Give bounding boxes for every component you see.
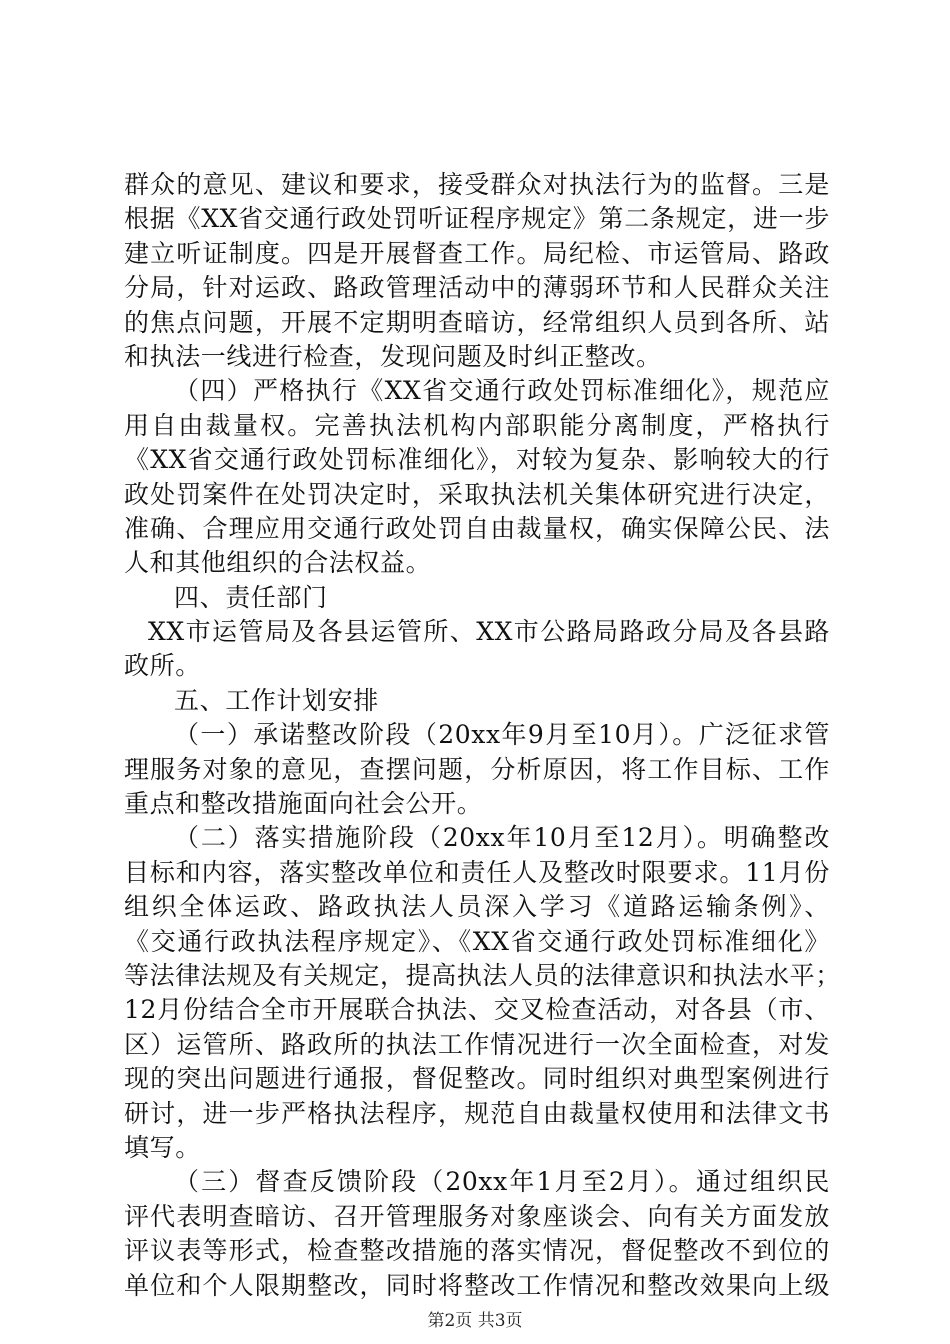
text-line: （三）督查反馈阶段（20xx年1月至2月）。通过组织民 <box>174 1167 830 1197</box>
text-line: 区）运管所、路政所的执法工作情况进行一次全面检查，对发 <box>124 1029 830 1059</box>
text-line: 根据《XX省交通行政处罚听证程序规定》第二条规定，进一步 <box>124 204 830 234</box>
text-line: 评代表明查暗访、召开管理服务对象座谈会、向有关方面发放 <box>124 1201 830 1231</box>
text-line: 用自由裁量权。完善执法机构内部职能分离制度，严格执行 <box>124 410 830 440</box>
page-number-footer: 第2页 共3页 <box>427 1311 523 1331</box>
text-line: 和执法一线进行检查，发现问题及时纠正整改。 <box>124 341 662 371</box>
text-line: 《XX省交通行政处罚标准细化》，对较为复杂、影响较大的行 <box>124 445 830 475</box>
text-line: 组织全体运政、路政执法人员深入学习《道路运输条例》、 <box>124 892 830 922</box>
text-line: 研讨，进一步严格执法程序，规范自由裁量权使用和法律文书 <box>124 1098 830 1128</box>
text-line: 政处罚案件在处罚决定时，采取执法机关集体研究进行决定， <box>124 479 830 509</box>
text-line: （二）落实措施阶段（20xx年10月至12月）。明确整改 <box>174 823 830 853</box>
text-line: 单位和个人限期整改，同时将整改工作情况和整改效果向上级 <box>124 1270 830 1300</box>
text-line: 等法律法规及有关规定，提高执法人员的法律意识和执法水平； <box>124 960 841 990</box>
text-line: 政所。 <box>124 651 201 681</box>
text-line: 现的突出问题进行通报，督促整改。同时组织对典型案例进行 <box>124 1064 830 1094</box>
text-line: 群众的意见、建议和要求，接受群众对执法行为的监督。三是 <box>124 170 830 199</box>
text-line: 分局，针对运政、路政管理活动中的薄弱环节和人民群众关注 <box>124 273 830 303</box>
text-line: 理服务对象的意见，查摆问题，分析原因，将工作目标、工作 <box>124 754 830 784</box>
text-line: 《交通行政执法程序规定》、《XX省交通行政处罚标准细化》 <box>124 926 830 956</box>
text-line: 的焦点问题，开展不定期明查暗访，经常组织人员到各所、站 <box>124 307 830 337</box>
body-text <box>124 168 841 1303</box>
text-line: 人和其他组织的合法权益。 <box>124 548 432 578</box>
text-line: 12月份结合全市开展联合执法、交叉检查活动，对各县（市、 <box>124 995 830 1025</box>
text-line: 准确、合理应用交通行政处罚自由裁量权，确实保障公民、法 <box>124 513 830 543</box>
text-line: 建立听证制度。四是开展督查工作。局纪检、市运管局、路政 <box>124 238 830 268</box>
section-heading: 四、责任部门 <box>174 582 328 612</box>
text-line: 评议表等形式，检查整改措施的落实情况，督促整改不到位的 <box>124 1236 830 1266</box>
text-line: 填写。 <box>124 1132 201 1162</box>
text-line: （四）严格执行《XX省交通行政处罚标准细化》，规范应 <box>174 376 830 406</box>
section-heading: 五、工作计划安排 <box>174 685 379 715</box>
text-line: 目标和内容，落实整改单位和责任人及整改时限要求。11月份 <box>124 857 830 887</box>
text-line: XX市运管局及各县运管所、XX市公路局路政分局及各县路 <box>148 617 830 647</box>
text-line: 重点和整改措施面向社会公开。 <box>124 789 483 819</box>
text-line: （一）承诺整改阶段（20xx年9月至10月）。广泛征求管 <box>174 720 830 750</box>
